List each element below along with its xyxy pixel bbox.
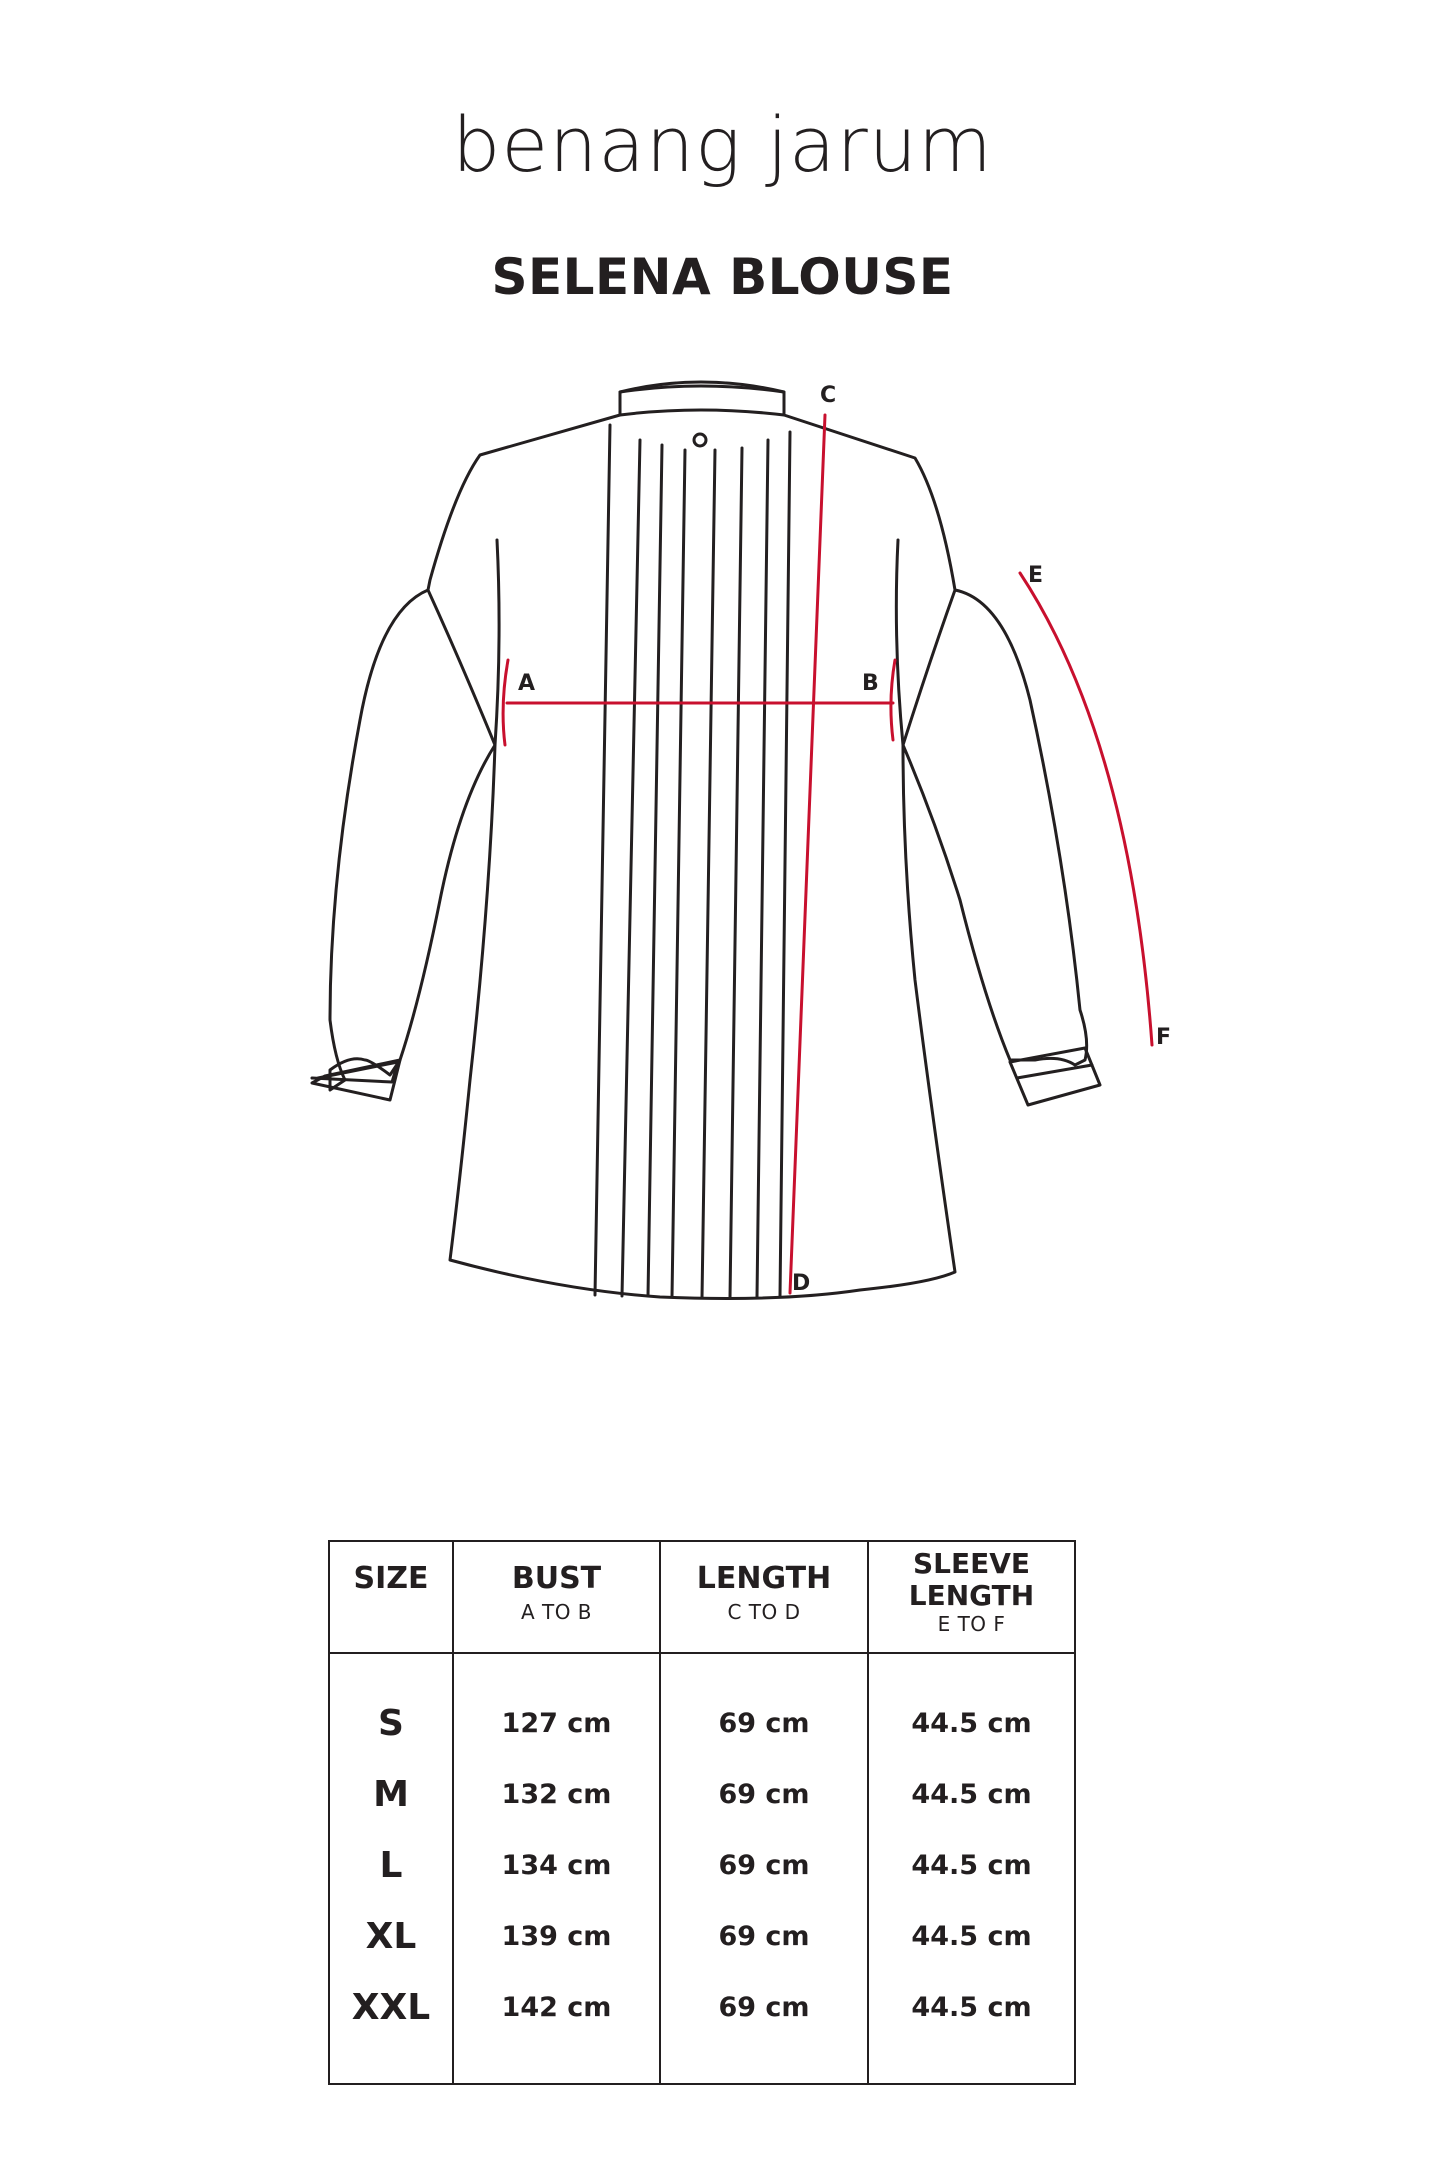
collar <box>620 386 784 415</box>
label-f: F <box>1156 1025 1172 1050</box>
table-row <box>329 1830 1075 1901</box>
header-length: LENGTH C TO D <box>660 1541 868 1653</box>
length-cell: 69 cm <box>660 1901 868 1972</box>
label-d: D <box>792 1271 811 1296</box>
measurement-lines <box>503 415 1152 1293</box>
sleeve-cell: 44.5 cm <box>868 1972 1075 2084</box>
length-line <box>790 415 825 1293</box>
table-row <box>329 1759 1075 1830</box>
size-cell: M <box>329 1759 453 1830</box>
page-title: SELENA BLOUSE <box>491 248 954 306</box>
bust-mark-right <box>891 660 895 740</box>
table-header-row <box>329 1541 1075 1653</box>
sleeve-cell: 44.5 cm <box>868 1759 1075 1830</box>
size-cell: XXL <box>329 1972 453 2084</box>
bust-cell: 142 cm <box>453 1972 660 2084</box>
collar-button <box>694 434 706 446</box>
armhole-left <box>495 540 499 745</box>
header-sleeve-length: SLEEVE LENGTH E TO F <box>868 1541 1075 1653</box>
armhole-right <box>896 540 903 745</box>
length-cell: 69 cm <box>660 1972 868 2084</box>
table-row <box>329 1901 1075 1972</box>
sleeve-cell: 44.5 cm <box>868 1901 1075 1972</box>
table-row <box>329 1972 1075 2084</box>
length-cell: 69 cm <box>660 1759 868 1830</box>
sleeve-right-cuff-band <box>1017 1065 1092 1078</box>
size-cell: S <box>329 1653 453 1759</box>
label-a: A <box>518 671 536 696</box>
sleeve-left <box>330 590 495 1090</box>
length-cell: 69 cm <box>660 1830 868 1901</box>
length-cell: 69 cm <box>660 1653 868 1759</box>
label-e: E <box>1028 563 1044 588</box>
sleeve-cell: 44.5 cm <box>868 1830 1075 1901</box>
table-row <box>329 1653 1075 1759</box>
size-cell: XL <box>329 1901 453 1972</box>
sleeve-length-line <box>1020 573 1152 1045</box>
header-bust: BUST A TO B <box>453 1541 660 1653</box>
brand-logo: benang jarum <box>452 100 993 189</box>
bust-cell: 132 cm <box>453 1759 660 1830</box>
label-c: C <box>820 383 837 408</box>
body-outline <box>428 415 955 1298</box>
bust-cell: 139 cm <box>453 1901 660 1972</box>
blouse-outline <box>312 382 1100 1298</box>
bust-cell: 134 cm <box>453 1830 660 1901</box>
label-b: B <box>862 671 879 696</box>
measurement-labels <box>518 383 1171 1296</box>
sleeve-cell: 44.5 cm <box>868 1653 1075 1759</box>
header-size: SIZE <box>329 1541 453 1653</box>
size-cell: L <box>329 1830 453 1901</box>
size-chart-table <box>328 1540 1076 2085</box>
bust-cell: 127 cm <box>453 1653 660 1759</box>
